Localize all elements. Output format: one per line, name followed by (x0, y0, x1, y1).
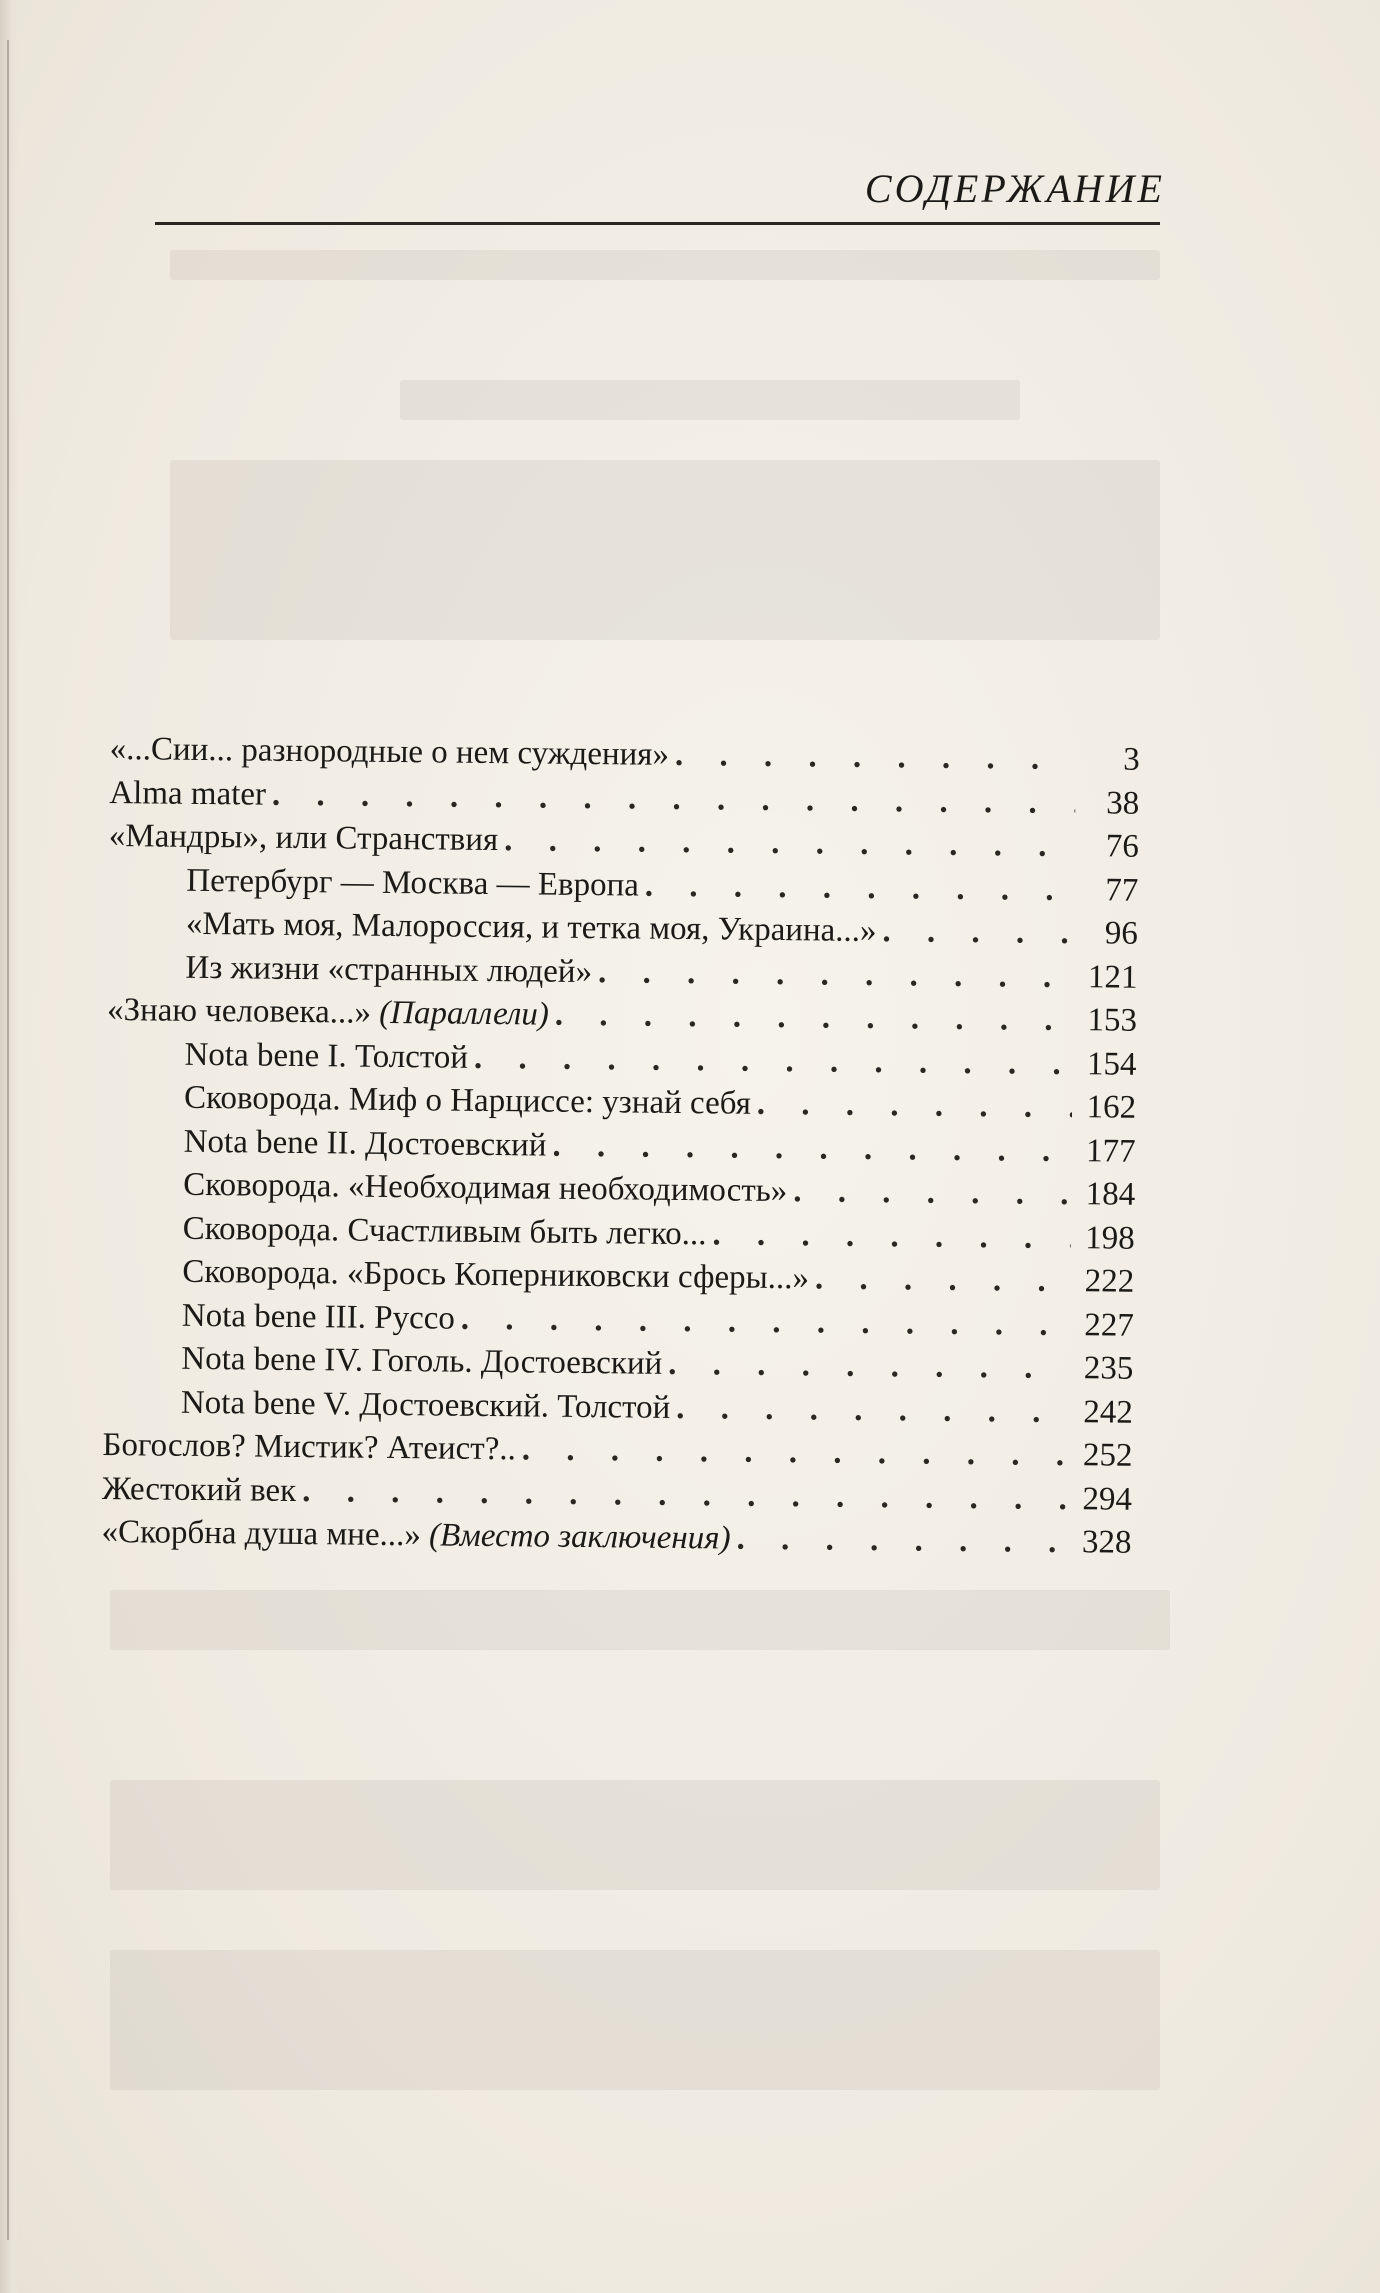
toc-entry-title: Жестокий век (101, 1470, 297, 1509)
toc-leader-dots (815, 1257, 1071, 1303)
toc-entry-page: 96 (1104, 915, 1139, 952)
toc-entry-page: 162 (1086, 1089, 1137, 1126)
toc-entry-page: 252 (1082, 1437, 1133, 1474)
toc-entry-title: «Знаю человека...» (Параллели) (106, 991, 550, 1033)
toc-leader-dots (668, 1343, 1070, 1391)
toc-leader-dots (675, 734, 1076, 782)
toc-entry-page: 198 (1085, 1219, 1135, 1257)
toc-leader-dots (504, 819, 1075, 868)
toc-entry-page: 121 (1087, 958, 1138, 996)
toc-entry-title: «Мандры», или Странствия (108, 817, 499, 859)
show-through-block (110, 1780, 1160, 1890)
toc-entry-page: 184 (1085, 1176, 1136, 1213)
toc-leader-dots (712, 1213, 1071, 1260)
page-heading: СОДЕРЖАНИЕ (864, 166, 1165, 211)
toc-leader-dots (555, 994, 1074, 1043)
toc-leader-dots (676, 1386, 1069, 1434)
toc-entry-page: 153 (1087, 1002, 1138, 1039)
toc-entry-page: 222 (1084, 1263, 1135, 1300)
toc-leader-dots (552, 1124, 1072, 1173)
toc-entry-page: 242 (1083, 1393, 1134, 1431)
toc-entry-page: 294 (1082, 1480, 1133, 1518)
toc-leader-dots (522, 1428, 1069, 1477)
toc-leader-dots (474, 1036, 1073, 1086)
toc-entry-page: 235 (1083, 1350, 1134, 1387)
toc-entry-page: 154 (1086, 1045, 1137, 1083)
toc-entry-page: 328 (1081, 1524, 1132, 1561)
heading-rule (155, 222, 1160, 225)
show-through-block (110, 1590, 1170, 1650)
toc-entry-page: 227 (1084, 1306, 1134, 1344)
table-of-contents (101, 728, 1140, 1565)
toc-leader-dots (736, 1518, 1067, 1565)
toc-entry-title: «...Сии... разнородные о нем суждения» (109, 730, 670, 773)
show-through-block (170, 460, 1160, 640)
toc-leader-dots (645, 864, 1075, 912)
toc-entry-page: 38 (1106, 784, 1140, 822)
toc-entry-title: Сковорода. «Брось Коперниковски сферы...» (182, 1253, 810, 1297)
toc-entry-page: 3 (1123, 741, 1140, 778)
toc-leader-dots (882, 910, 1074, 956)
toc-entry-title: Nota bene I. Толстой (184, 1036, 469, 1076)
toc-entry-title: Сковорода. Миф о Нарциссе: узнай себя (183, 1079, 752, 1122)
show-through-block (170, 250, 1160, 280)
toc-entry-title: Alma mater (109, 774, 267, 813)
toc-entry-title: «Мать моя, Малороссия, и тетка моя, Украина...» (185, 905, 877, 950)
toc-entry-title: Богослов? Мистик? Атеист?.. (102, 1426, 517, 1468)
toc-entry-title: Сковорода. Счастливым быть легко... (182, 1210, 707, 1252)
toc-entry-title: Nota bene III. Руссо (181, 1297, 456, 1337)
toc-leader-dots (757, 1083, 1073, 1130)
toc-entry-title: Сковорода. «Необходимая необходимость» (183, 1166, 788, 1210)
toc-entry-title: Nota bene II. Достоевский (183, 1123, 547, 1164)
toc-entry-title: Nota bene IV. Гоголь. Достоевский (181, 1340, 663, 1382)
page-binding-edge (0, 0, 18, 2293)
toc-entry-page: 77 (1105, 871, 1139, 909)
show-through-block (400, 380, 1020, 420)
toc-leader-dots (793, 1170, 1071, 1216)
show-through-block (110, 1950, 1160, 2090)
toc-leader-dots (598, 951, 1074, 999)
toc-entry-page: 177 (1085, 1132, 1136, 1170)
toc-leader-dots (461, 1297, 1070, 1347)
toc-entry-title: Из жизни «странных людей» (185, 949, 593, 990)
toc-entry-title: Nota bene V. Достоевский. Толстой (180, 1384, 671, 1426)
toc-entry-title: Петербург — Москва — Европа (186, 862, 640, 904)
toc-entry-title: «Скорбна душа мне...» (Вместо заключения) (101, 1513, 731, 1557)
toc-entry-page: 76 (1105, 828, 1140, 865)
